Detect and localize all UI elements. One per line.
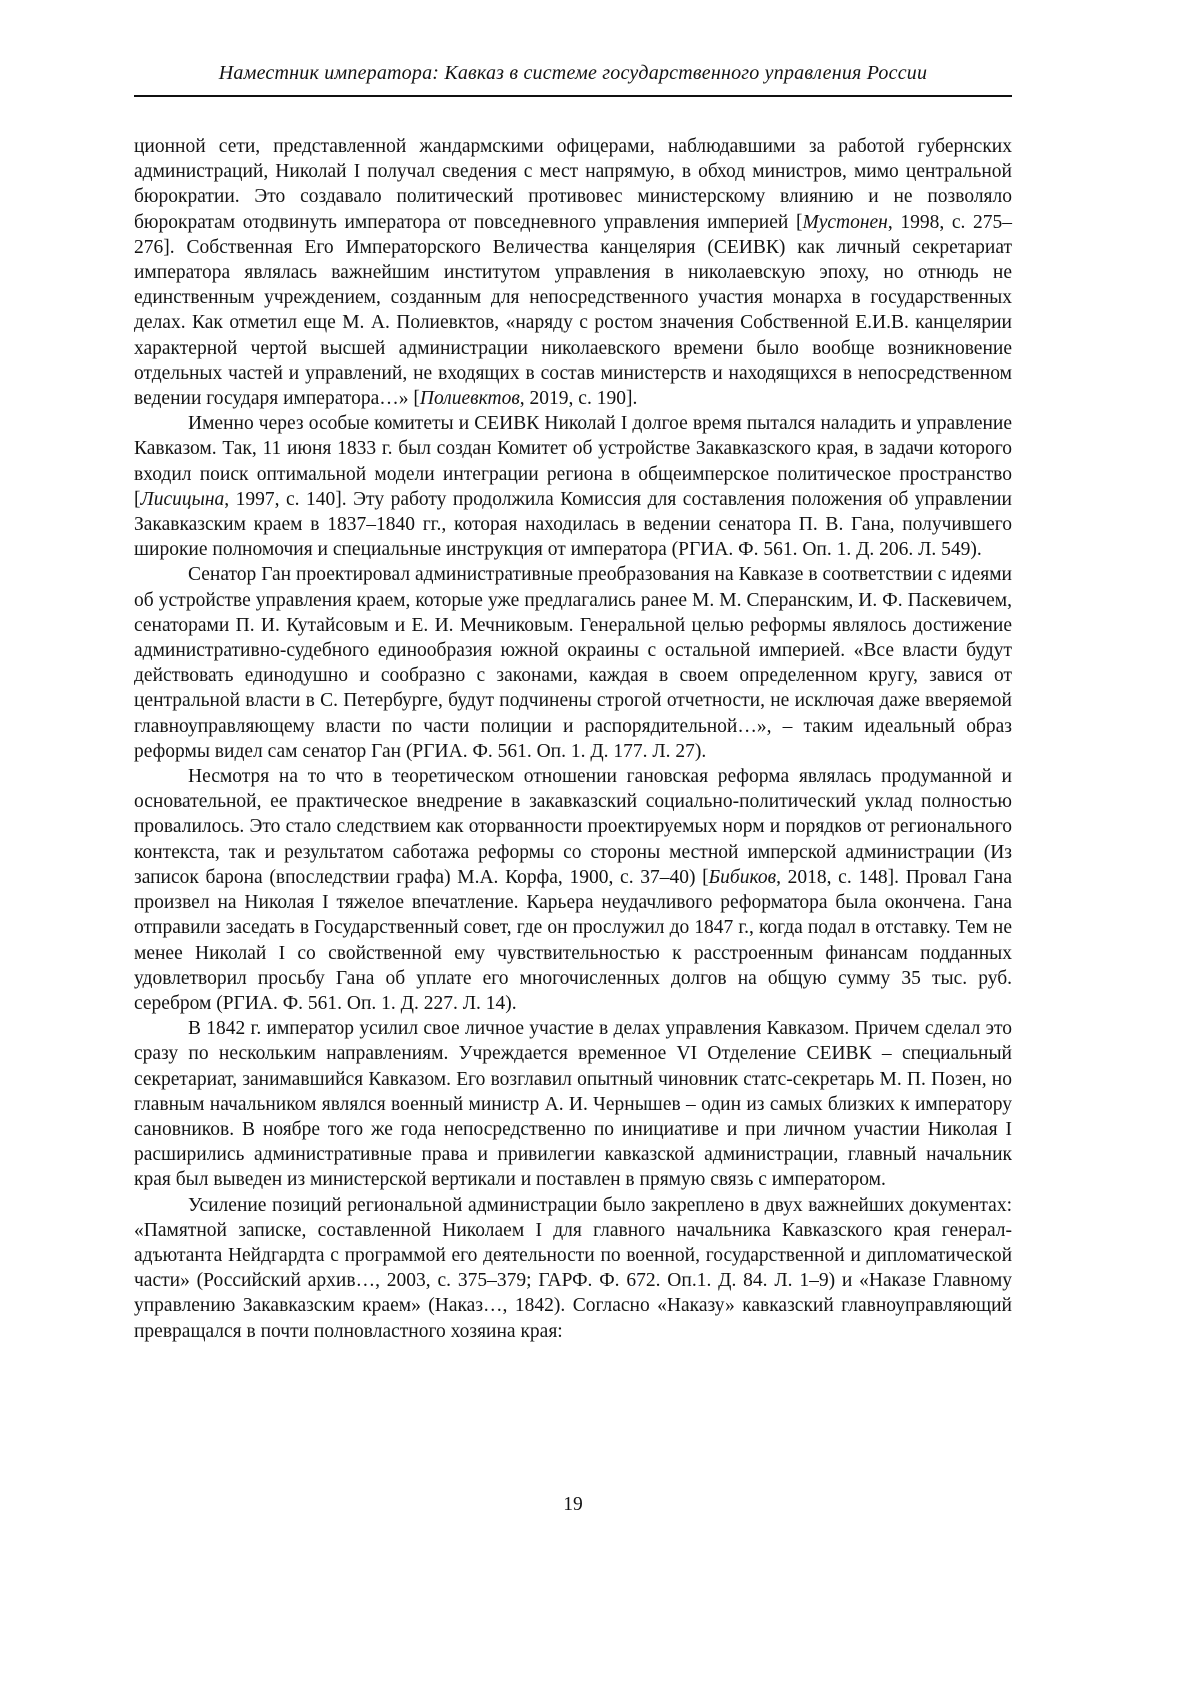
paragraph — [134, 134, 1012, 411]
text-run: Усиление позиций региональной администрации было закреплено в двух важнейших документах: «Памятной записке, составленной Николаем I для главного начальника Кавказского края генерал-адъютанта Нейдгардта с программой его деятельности по военной, государственной и дипломатической части» (Российский архив…, 2003, с. 375–379; ГАРФ. Ф. 672. Оп.1. Д. 84. Л. 1–9) и «Наказе Главному управлению Закавказским краем» (Наказ…, 1842). Согласно «Наказу» кавказский главноуправляющий превращался в почти полновластного хозяина края: — [134, 1194, 1012, 1342]
page-number: 19 — [563, 1494, 583, 1515]
text-run: ционной сети, представленной жандармскими офицерами, наблюдавшими за работой губернских администраций, Николай I получал сведения с мест напрямую, в обход министров, мимо центральной бюрократии. Это создавало политический противовес министерскому влиянию и не позволяло бюрократам отодвинуть императора от повседневного управления империей [ — [134, 136, 1012, 233]
text-run: , 2019, с. 190]. — [519, 388, 638, 410]
text-run: Несмотря на то что в теоретическом отношении гановская реформа являлась продуманной и основательной, ее практическое внедрение в закавказский социально-политический уклад полностью провалилось. Это стало следствием как оторванности проектируемых норм и порядков от регионального контекста, так и результатом саботажа реформы со стороны местной имперской администрации (Из записок барона (впоследствии графа) М.А. Корфа, 1900, с. 37–40) [ — [134, 766, 1012, 888]
text-run: Именно через особые комитеты и СЕИВК Николай I долгое время пытался наладить и управление Кавказом. Так, 11 июня 1833 г. был создан Комитет об устройстве Закавказского края, в задачи которого входил поиск оптимальной модели интеграции региона в общеимперское политическое пространство [ — [134, 413, 1012, 510]
running-header: Наместник императора: Кавказ в системе государственного управления России — [218, 62, 928, 84]
text-run: , 2018, с. 148]. Провал Гана произвел на Николая I тяжелое впечатление. Карьера неудачливого реформатора была окончена. Гана отправили заседать в Государственный совет, где он прослужил до 1847 г., когда подал в отставку. Тем не менее Николай I со свойственной ему чувствительностью к расстроенным финансам подданных удовлетворил просьбу Гана об уплате его многочисленных долгов на общую сумму 35 тыс. руб. серебром (РГИА. Ф. 561. Оп. 1. Д. 227. Л. 14). — [134, 866, 1012, 1014]
text-run: , 1998, с. 275–276]. Собственная Его Императорского Величества канцелярия (СЕИВК) как личный секретариат императора являлась важнейшим институтом управления в николаевскую эпоху, но отнюдь не единственным учреждением, созданным для непосредственного участия монарха в государственных делах. Как отметил еще М. А. Полиевктов, «наряду с ростом значения Собственной Е.И.В. канцелярии характерной чертой высшей администрации николаевского времени было вообще возникновение отдельных частей и управлений, не входящих в состав министерств и находящихся в непосредственном ведении государя императора…» [ — [134, 211, 1012, 410]
text-run: В 1842 г. император усилил свое личное участие в делах управления Кавказом. Причем сделал это сразу по нескольким направлениям. Учреждается временное VI Отделение СЕИВК – специальный секретариат, занимавшийся Кавказом. Его возглавил опытный чиновник статс-секретарь М. П. Позен, но главным начальником являлся военный министр А. И. Чернышев – один из самых близких к императору сановников. В ноябре того же года непосредственно по инициативе и при личном участии Николая I расширились административные права и привилегии кавказской администрации, главный начальник края был выведен из министерской вертикали и поставлен в прямую связь с императором. — [134, 1018, 1012, 1191]
header-divider — [134, 95, 1012, 97]
citation-author: Полиевктов — [419, 388, 520, 410]
body-text — [134, 134, 1012, 1344]
paragraph — [134, 411, 1012, 562]
citation-author: Лисицына — [140, 488, 225, 510]
paragraph — [134, 1193, 1012, 1344]
page-content — [134, 60, 1012, 1344]
paragraph — [134, 764, 1012, 1016]
paragraph — [134, 562, 1012, 764]
text-run: , 1997, с. 140]. Эту работу продолжила Комиссия для составления положения об управлении Закавказским краем в 1837–1840 гг., которая находилась в ведении сенатора П. В. Гана, получившего широкие полномочия и специальные инструкция от императора (РГИА. Ф. 561. Оп. 1. Д. 206. Л. 549). — [134, 488, 1012, 561]
text-run: Сенатор Ган проектировал административные преобразования на Кавказе в соответствии с идеями об устройстве управления краем, которые уже предлагались ранее М. М. Сперанским, И. Ф. Паскевичем, сенаторами П. И. Кутайсовым и Е. И. Мечниковым. Генеральной целью реформы являлось достижение административно-судебного единообразия южной окраины с остальной империей. «Все власти будут действовать единодушно и сообразно с законами, каждая в своем определенном кругу, завися от центральной власти в С. Петербурге, будут подчинены строгой отчетности, не исключая даже вверяемой главноуправляющему власти по части полиции и распорядительной…», – таким идеальный образ реформы видел сам сенатор Ган (РГИА. Ф. 561. Оп. 1. Д. 177. Л. 27). — [134, 564, 1012, 762]
citation-author: Мустонен — [802, 211, 888, 233]
paragraph — [134, 1016, 1012, 1192]
citation-author: Бибиков — [708, 866, 777, 888]
